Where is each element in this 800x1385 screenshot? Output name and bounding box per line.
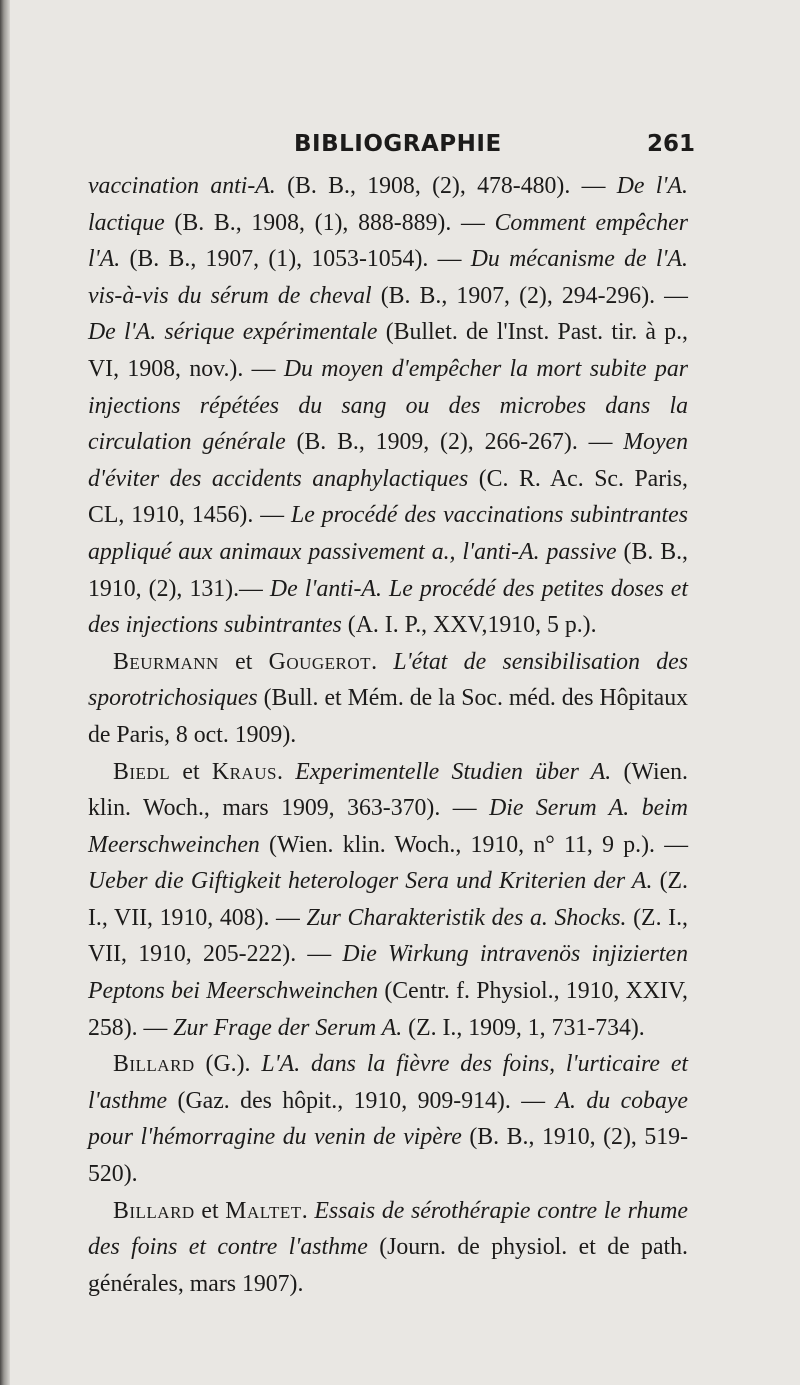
entry-citation-text: (Wien. klin. Woch., mars 1909, 363-370). — [88, 758, 688, 822]
entry-author: Billard [113, 1051, 195, 1078]
entry-citation-text: et [218, 648, 269, 675]
entry-title-text: A. du cobaye pour l'hémorragine du venin de vipère [88, 1087, 688, 1151]
entry-title-text: Le procédé des vaccinations subintrantes appliqué aux animaux passivement a., l'anti-A. passive [88, 502, 688, 565]
entry-title-text: De l'A. lactique [88, 173, 688, 236]
entry-title-text: Experimentelle Studien über A. [295, 758, 612, 785]
entry-citation-text: (B. B., 1907, (2), 294-296). — [371, 282, 688, 309]
entry-citation-text: (Z. I., 1909, 1, 731-734). [402, 1014, 645, 1041]
page-number: 261 [647, 131, 696, 157]
entry-citation-text: (B. B., 1908, (1), 888-889). — [164, 209, 495, 236]
entry-citation-text: (B. B., 1908, (2), 478-480). — [275, 173, 617, 199]
entry-citation-text: (A. I. P., XXV,1910, 5 p.). [341, 612, 597, 639]
bibliography-body [88, 168, 688, 1302]
entry-citation-text: et [194, 1197, 226, 1224]
entry-coauthor: Maltet [225, 1197, 302, 1224]
entry-citation-text: (Bull. et Mém. de la Soc. méd. des Hôpitaux de Paris, 8 oct. 1909). [88, 685, 688, 748]
entry-citation-text: (G.). [194, 1051, 262, 1078]
entry-citation-text: (Gaz. des hôpit., 1910, 909-914). — [167, 1087, 556, 1114]
entry-title-text: Zur Charakteristik des a. Shocks. [306, 904, 627, 931]
entry-coauthor: Kraus [211, 758, 277, 785]
entry-author: Beurmann [113, 648, 219, 675]
entry-citation-text: (Journ. de physiol. et de path. générales, mars 1907). [88, 1234, 688, 1297]
entry-title-text: Du mécanisme de l'A. vis-à-vis du sérum de cheval [88, 246, 689, 309]
entry-citation-text: (B. B., 1909, (2), 266-267). — [285, 429, 624, 456]
entry-title-text: Du moyen d'empêcher la mort subite par injections répétées du sang ou des microbes dans la circulation générale [88, 355, 689, 456]
running-title: BIBLIOGRAPHIE [294, 131, 502, 157]
entry-title-text: Die Wirkung intravenös injizierten Peptons bei Meerschweinchen [88, 941, 689, 1005]
entry-title-text: L'A. dans la fièvre des foins, l'urticaire et l'asthme [88, 1051, 688, 1114]
bibliography-entry-billard-maltet [88, 1193, 688, 1303]
entry-citation-text: et [170, 758, 212, 785]
entry-citation-text: (B. B., 1910, (2), 131).— [88, 538, 688, 602]
entry-title-text: Die Serum A. beim Meerschweinchen [88, 795, 688, 858]
entry-citation-text: (Z. I., VII, 1910, 205-222). — [88, 904, 688, 968]
entry-citation-text: (B. B., 1910, (2), 519-520). [88, 1124, 689, 1188]
entry-citation-text: (Bullet. de l'Inst. Past. tir. à p., VI, 1908, nov.). — [88, 319, 688, 382]
entry-author: Billard [113, 1197, 195, 1224]
entry-citation-text: . [371, 648, 394, 675]
entry-citation-text: . [301, 1197, 315, 1224]
entry-author: Biedl [113, 758, 171, 785]
bibliography-entry-billard [88, 1046, 688, 1192]
entry-title-text: Essais de sérothérapie contre le rhume des foins et contre l'asthme [88, 1197, 688, 1261]
entry-title-text: Zur Frage der Serum A. [173, 1014, 403, 1041]
entry-title-text: L'état de sensibilisation des sporotrichosiques [88, 648, 689, 712]
bibliography-entry-beurmann [88, 644, 688, 754]
entry-title-text: Moyen d'éviter des accidents anaphylactiques [88, 429, 688, 492]
entry-coauthor: Gougerot [268, 648, 372, 675]
bibliography-entry-besredka-continued [88, 168, 688, 644]
entry-citation-text: (Centr. f. Physiol., 1910, XXIV, 258). — [88, 978, 688, 1041]
entry-citation-text: (C. R. Ac. Sc. Paris, CL, 1910, 1456). — [88, 465, 688, 529]
entry-citation-text: (B. B., 1907, (1), 1053-1054). — [120, 246, 471, 273]
entry-title-text: Ueber die Giftigkeit heterologer Sera und Kriterien der A. [88, 868, 653, 895]
bibliography-entry-biedl [88, 754, 688, 1047]
entry-citation-text: (Wien. klin. Woch., 1910, n° 11, 9 p.). — [259, 831, 688, 858]
entry-title-text: De l'A. sérique expérimentale [88, 319, 378, 346]
entry-title-text: Comment empêcher l'A. [88, 209, 689, 273]
entry-title-text: vaccination anti-A. [88, 173, 276, 199]
entry-title-text: De l'anti-A. Le procédé des petites doses et des injections subintrantes [88, 575, 688, 639]
entry-citation-text: (Z. I., VII, 1910, 408). — [88, 868, 689, 931]
entry-citation-text: . [276, 758, 296, 785]
